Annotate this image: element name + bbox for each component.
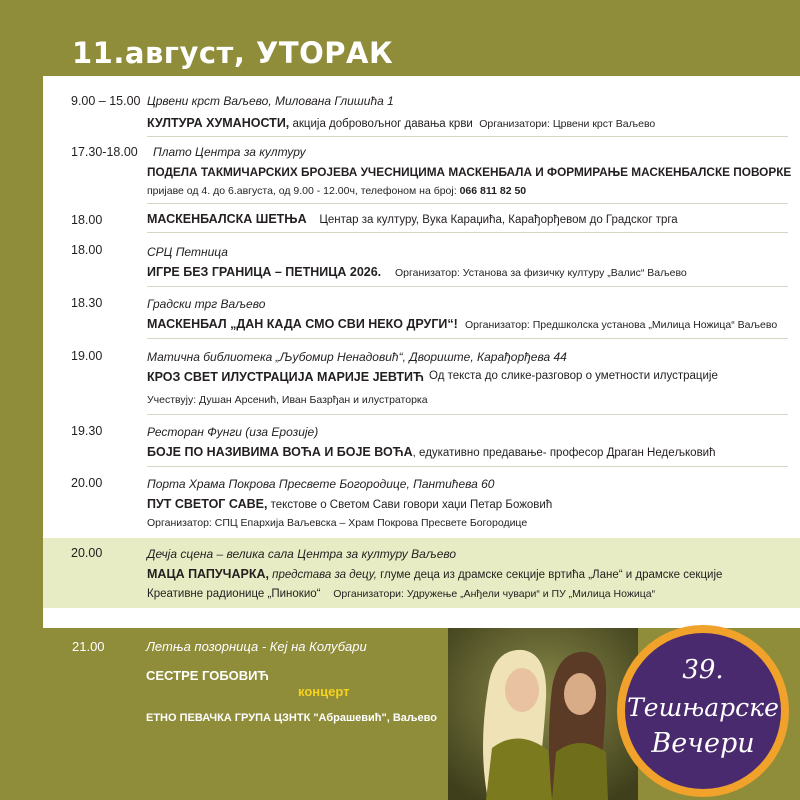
- event-place: Градски трг Ваљево: [147, 297, 266, 311]
- event-second-line: [147, 588, 655, 600]
- event-time: 18.30: [71, 296, 103, 310]
- event-place: Ресторан Фунги (иза Ерозије): [147, 425, 319, 439]
- event-place: Порта Храма Покрова Пресвете Богородице, Пантићева 60: [147, 477, 495, 491]
- festival-logo: [614, 622, 792, 800]
- logo-line-2: Тешњарске: [627, 693, 779, 722]
- event-time: 20.00: [71, 476, 103, 490]
- event-name: БОЈЕ ПО НАЗИВИМА ВОЋА И БОЈЕ ВОЋА: [147, 445, 413, 459]
- event-time: 19.00: [71, 349, 103, 363]
- event-organizer: Организатор: СПЦ Епархија Ваљевска – Храм Покрова Пресвете Богородице: [147, 517, 528, 529]
- featured-time: 21.00: [72, 639, 105, 654]
- event-name: ПУТ СВЕТОГ САВЕ,: [147, 497, 268, 511]
- event-name: ПОДЕЛА ТАКМИЧАРСКИХ БРОЈЕВА УЧЕСНИЦИМА МАСКЕНБАЛА И ФОРМИРАЊЕ МАСКЕНБАЛСКЕ ПОВОРКЕ: [147, 165, 792, 179]
- event-desc-italic: представа за децу,: [268, 569, 377, 581]
- event-desc: глуме деца из драмске секције вртића „Лане“ и драмске секције: [376, 569, 723, 581]
- event-name: КУЛТУРА ХУМАНОСТИ,: [147, 116, 290, 130]
- event-organizer: Организатор: Предшколска установа „Милица Ножица“ Ваљево: [465, 319, 778, 331]
- event-desc-2: Креативне радионице „Пинокио“: [147, 588, 321, 600]
- event-name: ИГРЕ БЕЗ ГРАНИЦА – ПЕТНИЦА 2026.: [147, 265, 382, 279]
- event-time: 9.00 – 15.00: [71, 94, 141, 108]
- event-place: Црвени крст Ваљево, Милована Глишића 1: [147, 94, 394, 108]
- event-organizer: Организатори: Црвени крст Ваљево: [479, 118, 656, 130]
- event-place: Матична библиотека „Љубомир Ненадовић“, Двориште, Карађорђева 44: [147, 350, 567, 364]
- event-name: МАЦА ПАПУЧАРКА,: [147, 567, 269, 581]
- divider: [147, 414, 788, 415]
- event-note-line: [147, 394, 428, 406]
- event-organizer-line: [147, 517, 527, 529]
- event-title-line: [147, 265, 687, 279]
- divider: [147, 232, 788, 233]
- event-desc: текстове о Светом Сави говори хаџи Петар Божовић: [267, 499, 553, 511]
- event-place: Дечја сцена – велика сала Центра за културу Ваљево: [147, 547, 457, 561]
- performers-photo: [448, 628, 638, 800]
- event-time: 18.00: [71, 243, 103, 257]
- event-time: 19.30: [71, 424, 103, 438]
- featured-name: СЕСТРЕ ГОБОВИЋ: [146, 668, 269, 683]
- event-place: СРЦ Петница: [147, 245, 228, 259]
- event-note: Учествују: Душан Арсенић, Иван Базрђан и илустраторка: [147, 394, 428, 406]
- divider: [147, 286, 788, 287]
- event-time: 18.00: [71, 213, 103, 227]
- event-phone: 066 811 82 50: [459, 185, 527, 197]
- logo-number: 39.: [682, 655, 724, 685]
- schedule-panel: [43, 76, 800, 628]
- event-time: 20.00: [71, 546, 103, 560]
- event-note-line: [147, 185, 526, 197]
- event-note: пријаве од 4. до 6.августа, од 9.00 - 12.00ч, телефоном на број:: [147, 185, 460, 197]
- event-title-line: [147, 116, 655, 130]
- event-title-line: [147, 317, 778, 331]
- featured-group: ЕТНО ПЕВАЧКА ГРУПА ЦЗНТК "Абрашевић", Ваљево: [146, 712, 438, 724]
- divider: [147, 136, 788, 137]
- event-title-line: [147, 445, 716, 459]
- event-desc: Центар за културу, Вука Караџића, Карађорђевом до Градског трга: [319, 214, 678, 226]
- event-place: Плато Центра за културу: [153, 145, 306, 159]
- event-desc: акција добровољног давања крви: [289, 118, 473, 130]
- divider: [147, 203, 788, 204]
- logo-line-3: Вечери: [651, 728, 755, 759]
- event-desc: , едукативно предавање- професор Драган Недељковић: [412, 447, 716, 459]
- event-desc: Од текста до слике-разговор о уметности илустрације: [429, 370, 718, 382]
- divider: [147, 466, 788, 467]
- event-title-line: [147, 497, 552, 511]
- page-title: 11.август, УТОРАК: [72, 36, 394, 70]
- event-name: МАСКЕНБАЛСКА ШЕТЊА: [147, 212, 307, 226]
- event-title-line: [147, 212, 678, 226]
- featured-type: концерт: [298, 684, 350, 699]
- event-title-line: [147, 370, 718, 384]
- event-organizer: Организатори: Удружење „Анђели чувари“ и ПУ „Милица Ножица“: [333, 588, 656, 600]
- featured-place: Летња позорница - Кеј на Колубари: [146, 639, 367, 654]
- event-title-line: [147, 165, 791, 179]
- event-time: 17.30-18.00: [71, 145, 138, 159]
- event-name: МАСКЕНБАЛ „ДАН КАДА СМО СВИ НЕКО ДРУГИ“!: [147, 317, 458, 331]
- event-name: КРОЗ СВЕТ ИЛУСТРАЦИЈА МАРИЈЕ ЈЕВТИЋ: [147, 370, 424, 384]
- event-organizer: Организатор: Установа за физичку културу „Валис“ Ваљево: [395, 267, 687, 279]
- event-title-line: [147, 567, 722, 581]
- divider: [147, 338, 788, 339]
